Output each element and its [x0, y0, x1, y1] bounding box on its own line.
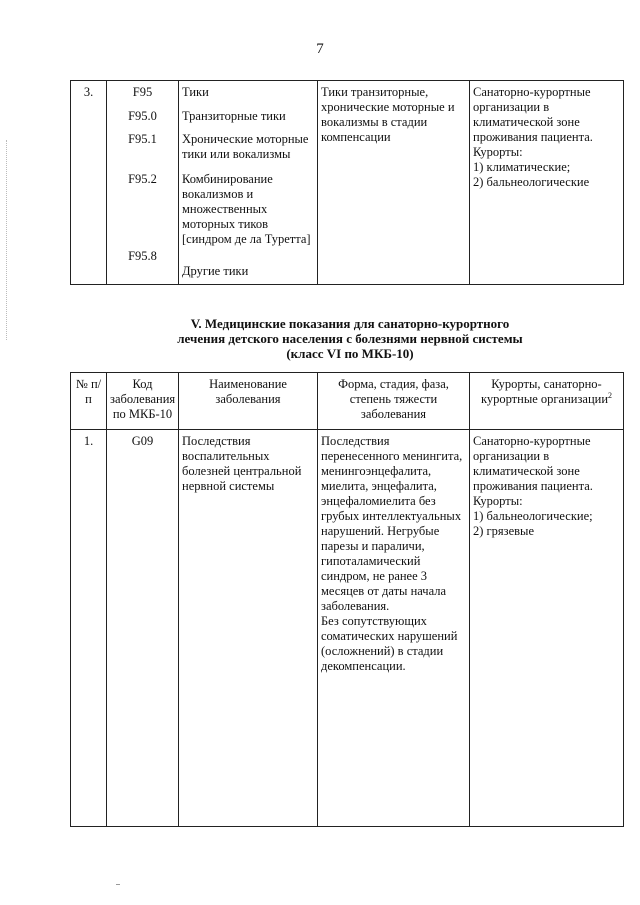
resorts-line: 2) грязевые — [473, 524, 534, 538]
form-paragraph: Последствия перенесенного менингита, менингоэнцефалита, миелита, энцефалита, энцефаломиелита без грубых интеллектуальных нарушений. Негрубые парезы и параличи, гипоталамический синдром, не ранее 3 месяцев от даты начала заболевания. — [321, 434, 463, 613]
scan-edge-marks — [6, 140, 8, 340]
table-header-row — [71, 373, 624, 430]
header-resorts — [470, 373, 624, 430]
resorts-line: Санаторно-курортные организации в климатической зоне проживания пациента. — [473, 434, 593, 493]
form-cell: Тики транзиторные, хронические моторные и вокализмы в стадии компенсации — [318, 81, 470, 285]
header-resorts-label: Курорты, санаторно-курортные организации — [480, 377, 609, 406]
resorts-line: Курорты: — [473, 494, 523, 508]
form-cell — [318, 430, 470, 827]
footnote-marker: 2 — [608, 390, 613, 400]
code-f95-2: F95.2 — [128, 172, 157, 186]
section-title-line: V. Медицинские показания для санаторно-курортного — [190, 316, 510, 331]
name-chronic-tics: Хронические моторные тики или вокализмы — [182, 132, 309, 161]
section-title — [80, 316, 620, 361]
table-row — [71, 81, 624, 285]
name-tics: Тики — [182, 85, 209, 99]
disease-name-cell — [179, 81, 318, 285]
name-tourette: Комбинирование вокализмов и множественных моторных тиков [синдром де ла Туретта] — [182, 172, 311, 246]
form-paragraph: Без сопутствующих соматических нарушений (осложнений) в стадии декомпенсации. — [321, 614, 458, 673]
indications-table-continued — [70, 80, 624, 285]
header-code: Код заболевания по МКБ-10 — [107, 373, 179, 430]
table-row — [71, 430, 624, 827]
resorts-line: Санаторно-курортные организации в климатической зоне проживания пациента. — [473, 85, 593, 144]
resorts-line: 1) климатические; — [473, 160, 571, 174]
scan-mark — [116, 884, 120, 885]
code-f95-1: F95.1 — [128, 132, 157, 146]
resorts-line: Курорты: — [473, 145, 523, 159]
resorts-cell — [470, 81, 624, 285]
header-form: Форма, стадия, фаза, степень тяжести заболевания — [318, 373, 470, 430]
header-name: Наименование заболевания — [179, 373, 318, 430]
disease-name-cell: Последствия воспалительных болезней центральной нервной системы — [179, 430, 318, 827]
code-cell: G09 — [107, 430, 179, 827]
code-f95-0: F95.0 — [128, 109, 157, 123]
page-number: 7 — [316, 41, 324, 57]
resorts-line: 2) бальнеологические — [473, 175, 590, 189]
row-number: 3. — [71, 81, 107, 285]
code-cell — [107, 81, 179, 285]
row-number: 1. — [71, 430, 107, 827]
code-f95: F95 — [132, 85, 153, 99]
section-title-line: (класс VI по МКБ-10) — [286, 346, 414, 361]
resorts-line: 1) бальнеологические; — [473, 509, 593, 523]
name-transient-tics: Транзиторные тики — [182, 109, 286, 123]
resorts-cell — [470, 430, 624, 827]
nervous-system-indications-table — [70, 372, 624, 827]
code-f95-8: F95.8 — [128, 249, 157, 263]
section-title-line: лечения детского населения с болезнями нервной системы — [177, 331, 523, 346]
name-other-tics: Другие тики — [182, 264, 249, 278]
header-number: № п/п — [71, 373, 107, 430]
